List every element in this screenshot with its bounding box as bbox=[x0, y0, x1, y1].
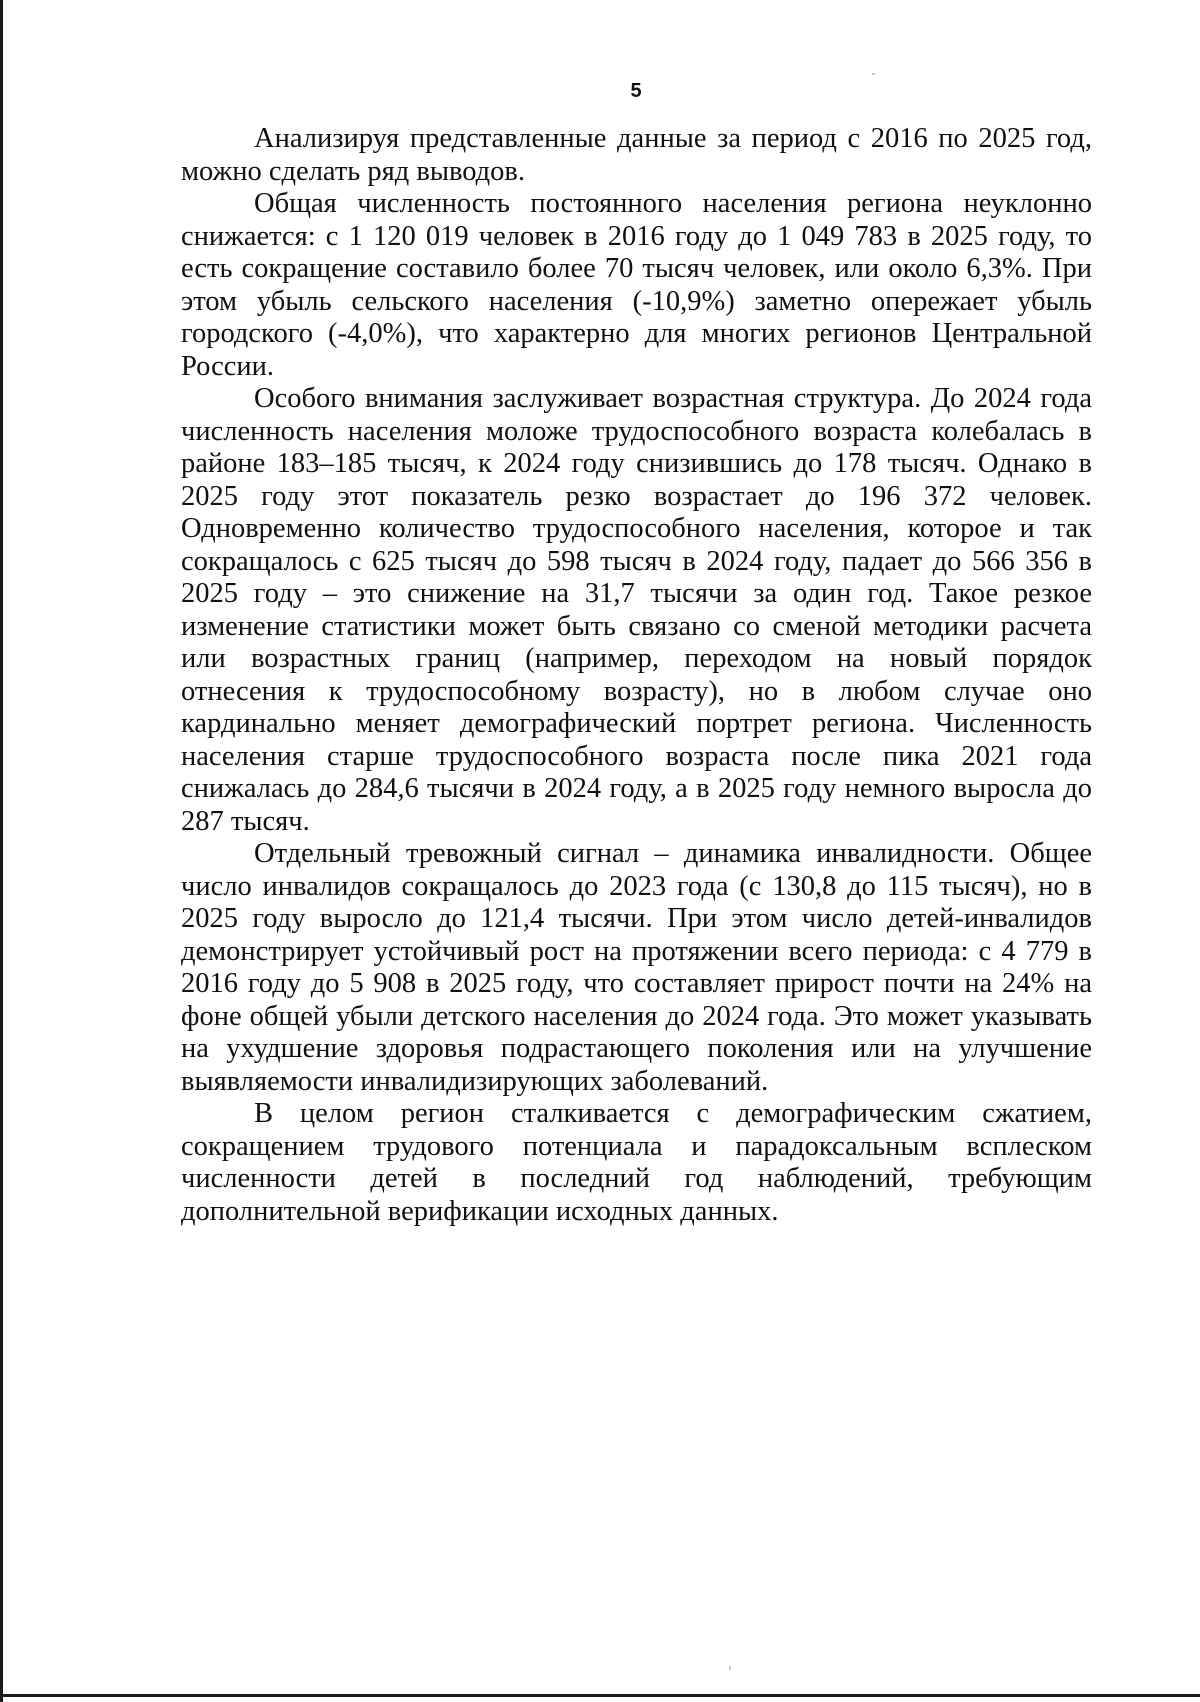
paragraph-disability: Отдельный тревожный сигнал – динамика инвалидности. Общее число инвалидов сокращалось до 2023 года (с 130,8 до 115 тысяч), но в 2025 году выросло до 121,4 тысячи. При этом число детей-инвалидов демонстрирует устойчивый рост на протяжении всего периода: с 4 779 в 2016 году до 5 908 в 2025 году, что составляет прирост почти на 24% на фоне общей убыли детского населения до 2024 года. Это может указывать на ухудшение здоровья подрастающего поколения или на улучшение выявляемости инвалидизирующих заболеваний. bbox=[181, 838, 1092, 1097]
page-number: 5 bbox=[630, 80, 642, 102]
scan-speck bbox=[872, 73, 875, 75]
paragraph-conclusion: В целом регион сталкивается с демографическим сжатием, сокращением трудового потенциала и парадоксальным всплеском численности детей в последний год наблюдений, требующим дополнительной верификации исходных данных. bbox=[181, 1098, 1092, 1227]
body-text bbox=[181, 123, 1092, 1228]
scan-left-edge bbox=[0, 0, 3, 1702]
scan-speck bbox=[729, 1666, 731, 1670]
scan-bottom-edge bbox=[0, 1694, 1200, 1697]
paragraph-intro: Анализируя представленные данные за период с 2016 по 2025 год, можно сделать ряд выводов. bbox=[181, 123, 1092, 187]
paragraph-age-structure: Особого внимания заслуживает возрастная структура. До 2024 года численность населения моложе трудоспособного возраста колебалась в районе 183–185 тысяч, к 2024 году снизившись до 178 тысяч. Однако в 2025 году этот показатель резко возрастает до 196 372 человек. Одновременно количество трудоспособного населения, которое и так сокращалось с 625 тысяч до 598 тысяч в 2024 году, падает до 566 356 в 2025 году – это снижение на 31,7 тысячи за один год. Такое резкое изменение статистики может быть связано со сменой методики расчета или возрастных границ (например, переходом на новый порядок отнесения к трудоспособному возрасту), но в любом случае оно кардинально меняет демографический портрет региона. Численность населения старше трудоспособного возраста после пика 2021 года снижалась до 284,6 тысячи в 2024 году, а в 2025 году немного выросла до 287 тысяч. bbox=[181, 383, 1092, 837]
paragraph-population: Общая численность постоянного населения региона неуклонно снижается: с 1 120 019 человек в 2016 году до 1 049 783 в 2025 году, то есть сокращение составило более 70 тысяч человек, или около 6,3%. При этом убыль сельского населения (-10,9%) заметно опережает убыль городского (-4,0%), что характерно для многих регионов Центральной России. bbox=[181, 188, 1092, 382]
